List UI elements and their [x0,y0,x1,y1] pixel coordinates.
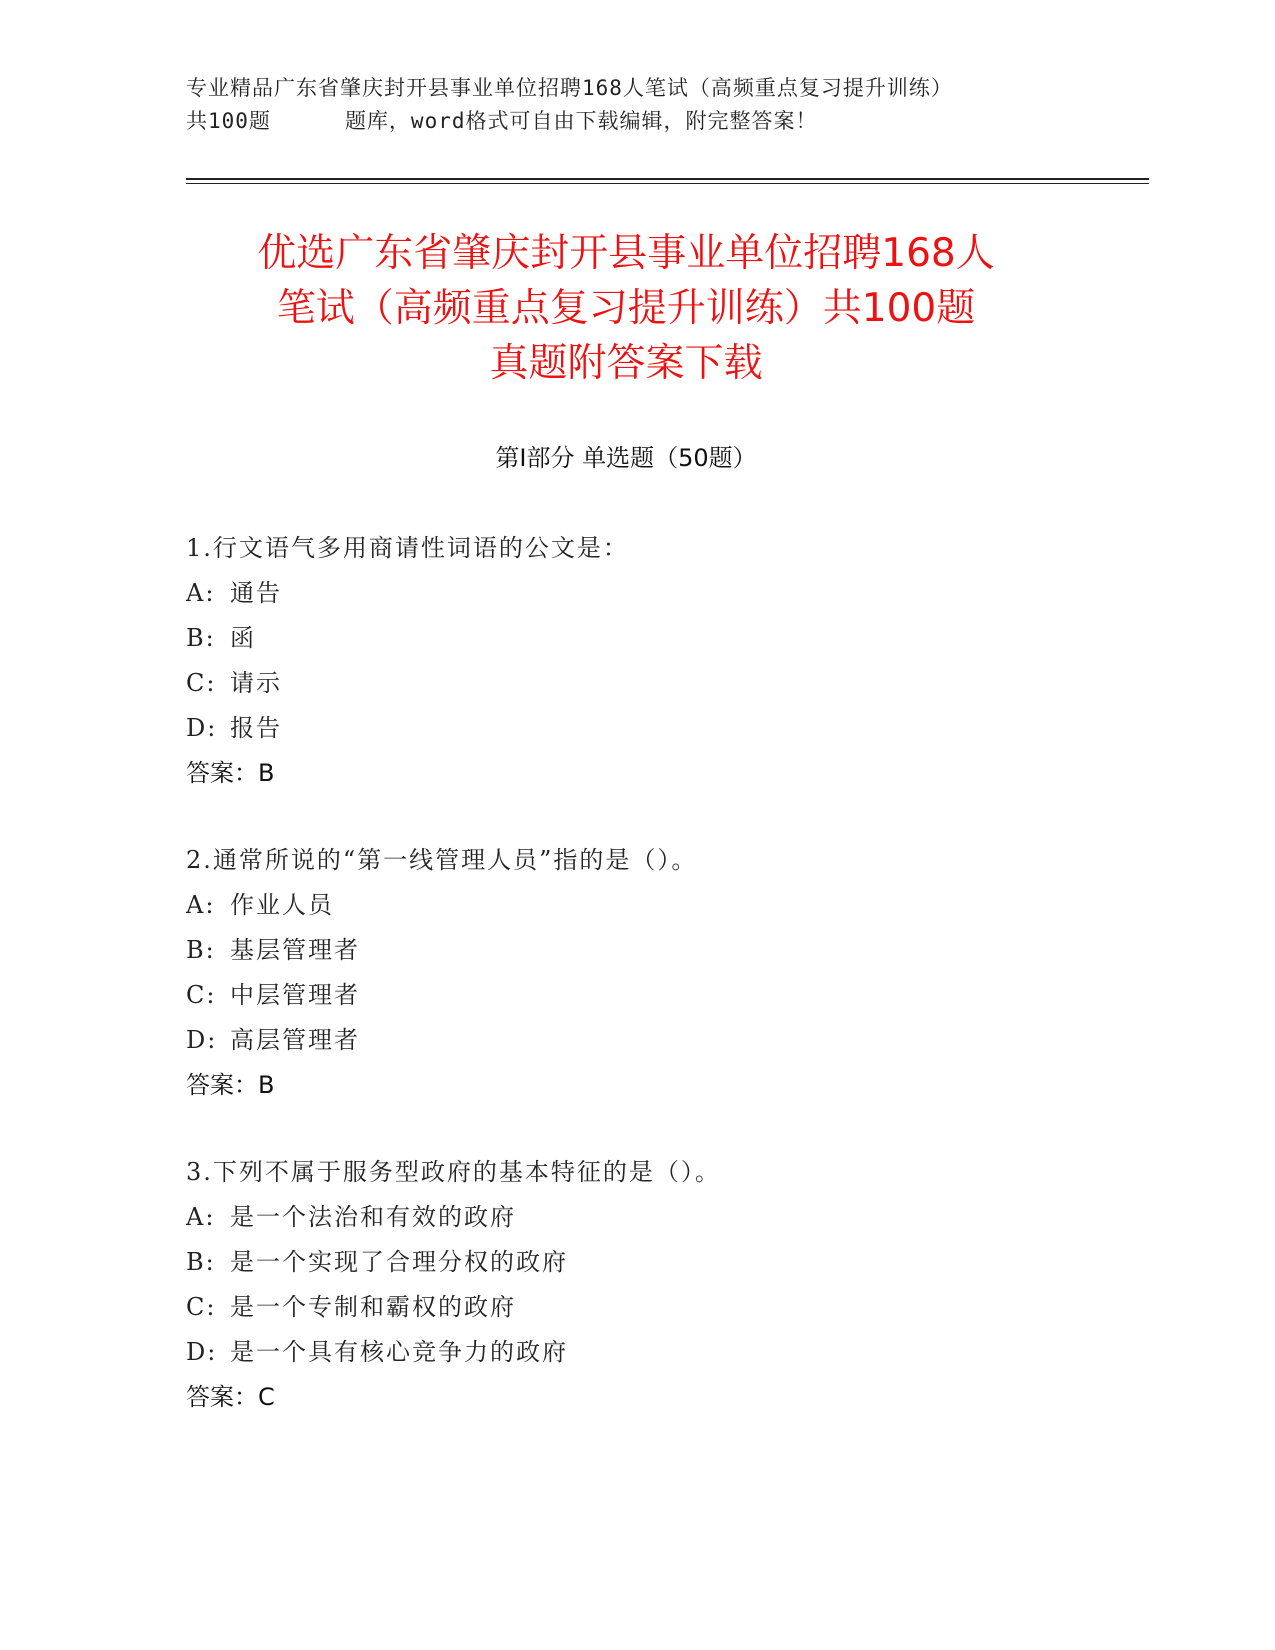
answer-line: 答案：B [186,759,275,787]
option-d [186,706,1086,751]
option-a [186,883,1086,928]
option-text: 是一个具有核心竞争力的政府 [230,1338,568,1366]
title-line-2: 笔试（高频重点复习提升训练）共100题 [276,286,976,331]
question-list [186,526,1086,1462]
option-letter: D: [186,1338,218,1366]
option-a [186,1195,1086,1240]
header-divider-thick [186,178,1149,180]
question-stem: 2.通常所说的“第一线管理人员”指的是（）。 [186,846,698,874]
title-line-1: 优选广东省肇庆封开县事业单位招聘168人 [257,231,995,276]
option-c [186,973,1086,1018]
option-a [186,571,1086,616]
header-question-count: 共100题 [186,109,271,133]
option-text: 函 [230,624,256,652]
question-item [186,526,1086,796]
answer-line: 答案：C [186,1383,275,1411]
option-text: 请示 [230,669,282,697]
option-text: 报告 [230,714,282,742]
option-b [186,616,1086,661]
header-divider-thin [186,183,1149,184]
option-c [186,661,1086,706]
option-letter: C: [186,1293,217,1321]
option-text: 是一个专制和霸权的政府 [230,1293,516,1321]
question-stem: 1.行文语气多用商请性词语的公文是： [186,534,629,562]
option-text: 中层管理者 [230,981,360,1009]
option-letter: A: [186,1203,216,1231]
option-d [186,1330,1086,1375]
option-text: 通告 [230,579,282,607]
option-letter: A: [186,579,216,607]
question-stem: 3.下列不属于服务型政府的基本特征的是（）。 [186,1158,721,1186]
option-text: 是一个法治和有效的政府 [230,1203,516,1231]
option-d [186,1018,1086,1063]
answer-line: 答案：B [186,1071,275,1099]
option-letter: A: [186,891,216,919]
option-b [186,928,1086,973]
document-title [186,226,1066,391]
option-letter: D: [186,1026,218,1054]
option-text: 高层管理者 [230,1026,360,1054]
question-item [186,838,1086,1108]
option-b [186,1240,1086,1285]
option-letter: C: [186,981,217,1009]
header-line-1: 专业精品广东省肇庆封开县事业单位招聘168人笔试（高频重点复习提升训练） [186,76,953,100]
option-letter: B: [186,936,216,964]
option-letter: D: [186,714,218,742]
option-text: 作业人员 [230,891,334,919]
option-text: 基层管理者 [230,936,360,964]
section-heading: 第Ⅰ部分 单选题（50题） [495,444,757,472]
option-text: 是一个实现了合理分权的政府 [230,1248,568,1276]
document-header [186,72,1106,138]
option-letter: B: [186,1248,216,1276]
option-letter: C: [186,669,217,697]
question-item [186,1150,1086,1420]
title-line-3: 真题附答案下载 [489,341,763,386]
option-letter: B: [186,624,216,652]
header-description: 题库，word格式可自由下载编辑，附完整答案！ [344,109,818,133]
header-line-2 [186,105,1106,138]
option-c [186,1285,1086,1330]
